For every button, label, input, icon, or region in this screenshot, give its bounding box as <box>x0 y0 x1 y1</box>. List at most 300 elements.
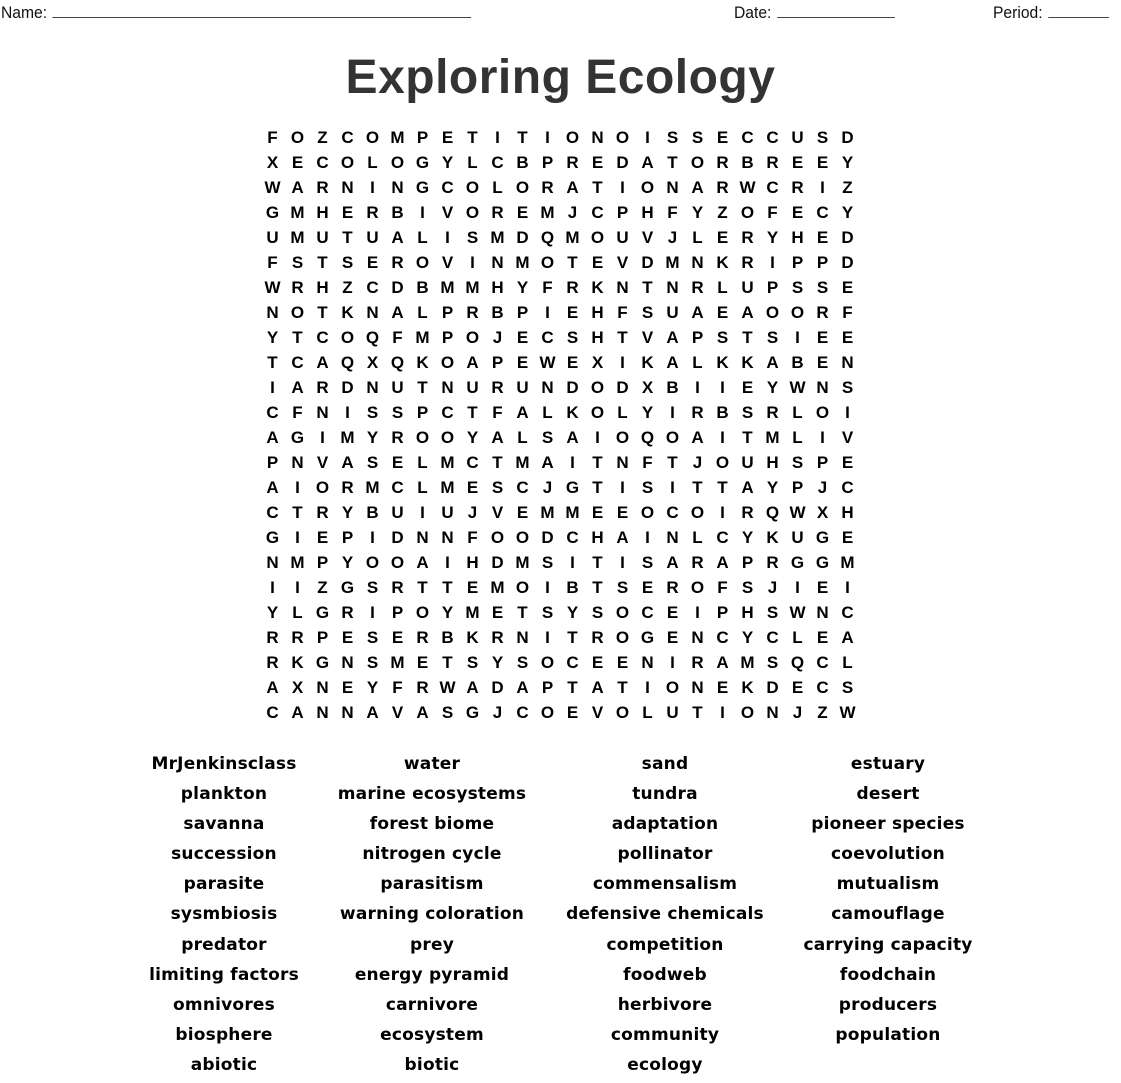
grid-letter[interactable]: Q <box>340 353 355 372</box>
grid-letter[interactable]: V <box>441 253 454 272</box>
grid-letter[interactable]: T <box>717 478 728 497</box>
grid-letter[interactable]: L <box>492 178 503 197</box>
grid-letter[interactable]: R <box>341 478 354 497</box>
grid-letter[interactable]: E <box>316 528 329 547</box>
grid-letter[interactable]: O <box>690 153 705 172</box>
grid-letter[interactable]: Q <box>790 653 805 672</box>
grid-letter[interactable]: L <box>517 428 528 447</box>
grid-letter[interactable]: L <box>792 403 803 422</box>
grid-letter[interactable]: Y <box>341 553 354 572</box>
grid-letter[interactable]: E <box>841 278 854 297</box>
grid-letter[interactable]: O <box>365 128 380 147</box>
grid-letter[interactable]: S <box>341 253 354 272</box>
grid-letter[interactable]: S <box>566 328 579 347</box>
grid-letter[interactable]: T <box>317 303 328 322</box>
grid-letter[interactable]: U <box>516 378 529 397</box>
grid-letter[interactable]: I <box>720 378 725 397</box>
grid-letter[interactable]: O <box>615 428 630 447</box>
grid-letter[interactable]: N <box>641 653 654 672</box>
grid-letter[interactable]: C <box>291 353 304 372</box>
grid-letter[interactable]: E <box>616 653 629 672</box>
grid-letter[interactable]: I <box>795 328 800 347</box>
grid-letter[interactable]: A <box>666 328 679 347</box>
grid-letter[interactable]: T <box>292 503 303 522</box>
grid-letter[interactable]: C <box>716 528 729 547</box>
grid-letter[interactable]: L <box>692 353 703 372</box>
grid-letter[interactable]: O <box>540 703 555 722</box>
grid-letter[interactable]: I <box>545 303 550 322</box>
grid-letter[interactable]: N <box>816 603 829 622</box>
grid-letter[interactable]: B <box>516 153 529 172</box>
grid-letter[interactable]: U <box>441 503 454 522</box>
grid-letter[interactable]: N <box>391 178 404 197</box>
grid-letter[interactable]: R <box>291 628 304 647</box>
grid-letter[interactable]: T <box>692 478 703 497</box>
grid-letter[interactable]: Y <box>741 628 754 647</box>
grid-letter[interactable]: D <box>391 528 404 547</box>
grid-letter[interactable]: A <box>566 178 579 197</box>
grid-letter[interactable]: V <box>491 503 504 522</box>
grid-letter[interactable]: O <box>690 578 705 597</box>
grid-letter[interactable]: A <box>591 678 604 697</box>
grid-letter[interactable]: R <box>566 153 579 172</box>
grid-letter[interactable]: P <box>541 153 554 172</box>
grid-letter[interactable]: A <box>566 428 579 447</box>
grid-letter[interactable]: U <box>666 303 679 322</box>
grid-letter[interactable]: Y <box>641 403 654 422</box>
grid-letter[interactable]: E <box>591 653 604 672</box>
grid-letter[interactable]: I <box>370 603 375 622</box>
grid-letter[interactable]: G <box>415 178 430 197</box>
grid-letter[interactable]: F <box>617 303 628 322</box>
grid-letter[interactable]: U <box>391 503 404 522</box>
grid-letter[interactable]: H <box>466 553 479 572</box>
grid-letter[interactable]: J <box>817 478 828 497</box>
grid-letter[interactable]: T <box>567 253 578 272</box>
grid-letter[interactable]: C <box>641 603 654 622</box>
grid-letter[interactable]: O <box>615 703 630 722</box>
grid-letter[interactable]: I <box>545 578 550 597</box>
grid-letter[interactable]: N <box>316 678 329 697</box>
grid-letter[interactable]: H <box>641 203 654 222</box>
grid-letter[interactable]: C <box>591 203 604 222</box>
grid-letter[interactable]: R <box>741 253 754 272</box>
grid-letter[interactable]: D <box>841 253 854 272</box>
grid-letter[interactable]: A <box>516 403 529 422</box>
grid-letter[interactable]: S <box>291 253 304 272</box>
grid-letter[interactable]: M <box>765 428 780 447</box>
grid-letter[interactable]: I <box>670 403 675 422</box>
grid-letter[interactable]: G <box>265 203 280 222</box>
grid-letter[interactable]: T <box>442 653 453 672</box>
grid-letter[interactable]: Y <box>441 603 454 622</box>
grid-letter[interactable]: N <box>666 528 679 547</box>
grid-letter[interactable]: G <box>815 553 830 572</box>
grid-letter[interactable]: T <box>617 328 628 347</box>
grid-letter[interactable]: P <box>491 353 504 372</box>
grid-letter[interactable]: H <box>591 528 604 547</box>
grid-letter[interactable]: A <box>416 703 429 722</box>
grid-letter[interactable]: C <box>841 603 854 622</box>
grid-letter[interactable]: M <box>490 228 505 247</box>
grid-letter[interactable]: E <box>491 603 504 622</box>
grid-letter[interactable]: C <box>741 128 754 147</box>
grid-letter[interactable]: O <box>765 303 780 322</box>
grid-letter[interactable]: L <box>792 428 803 447</box>
grid-letter[interactable]: C <box>391 478 404 497</box>
grid-letter[interactable]: S <box>366 653 379 672</box>
grid-letter[interactable]: I <box>470 253 475 272</box>
grid-letter[interactable]: N <box>666 178 679 197</box>
grid-letter[interactable]: F <box>542 278 553 297</box>
grid-letter[interactable]: J <box>542 478 553 497</box>
grid-letter[interactable]: E <box>816 228 829 247</box>
grid-letter[interactable]: F <box>842 303 853 322</box>
grid-letter[interactable]: E <box>716 678 729 697</box>
grid-letter[interactable]: F <box>642 453 653 472</box>
grid-letter[interactable]: S <box>816 128 829 147</box>
grid-letter[interactable]: S <box>641 478 654 497</box>
grid-letter[interactable]: G <box>415 153 430 172</box>
grid-letter[interactable]: L <box>692 528 703 547</box>
grid-letter[interactable]: I <box>570 553 575 572</box>
grid-letter[interactable]: H <box>791 228 804 247</box>
grid-letter[interactable]: M <box>465 278 480 297</box>
grid-letter[interactable]: P <box>266 453 279 472</box>
grid-letter[interactable]: T <box>492 453 503 472</box>
grid-letter[interactable]: Y <box>441 153 454 172</box>
grid-letter[interactable]: R <box>341 603 354 622</box>
grid-letter[interactable]: P <box>691 328 704 347</box>
grid-letter[interactable]: B <box>416 278 429 297</box>
grid-letter[interactable]: T <box>417 378 428 397</box>
grid-letter[interactable]: A <box>416 553 429 572</box>
grid-letter[interactable]: D <box>766 678 779 697</box>
grid-letter[interactable]: M <box>840 553 855 572</box>
grid-letter[interactable]: N <box>366 303 379 322</box>
grid-letter[interactable]: R <box>591 628 604 647</box>
grid-letter[interactable]: F <box>717 578 728 597</box>
grid-letter[interactable]: C <box>516 478 529 497</box>
grid-letter[interactable]: A <box>741 478 754 497</box>
grid-letter[interactable]: S <box>366 403 379 422</box>
grid-letter[interactable]: R <box>791 178 804 197</box>
grid-letter[interactable]: C <box>816 653 829 672</box>
grid-letter[interactable]: M <box>340 428 355 447</box>
grid-letter[interactable]: P <box>416 128 429 147</box>
grid-letter[interactable]: S <box>641 303 654 322</box>
grid-letter[interactable]: I <box>345 403 350 422</box>
grid-letter[interactable]: C <box>766 178 779 197</box>
grid-letter[interactable]: S <box>591 603 604 622</box>
grid-letter[interactable]: F <box>392 678 403 697</box>
grid-letter[interactable]: Z <box>717 203 728 222</box>
grid-letter[interactable]: E <box>466 578 479 597</box>
grid-letter[interactable]: V <box>641 228 654 247</box>
grid-letter[interactable]: K <box>741 353 754 372</box>
grid-letter[interactable]: R <box>316 178 329 197</box>
grid-letter[interactable]: A <box>366 703 379 722</box>
grid-letter[interactable]: T <box>617 678 628 697</box>
grid-letter[interactable]: S <box>791 278 804 297</box>
grid-letter[interactable]: P <box>341 528 354 547</box>
grid-letter[interactable]: R <box>766 553 779 572</box>
grid-letter[interactable]: I <box>445 553 450 572</box>
grid-letter[interactable]: M <box>515 453 530 472</box>
grid-letter[interactable]: L <box>642 703 653 722</box>
name-blank-line[interactable] <box>53 3 472 18</box>
grid-letter[interactable]: P <box>716 603 729 622</box>
grid-letter[interactable]: A <box>291 378 304 397</box>
grid-letter[interactable]: C <box>566 653 579 672</box>
grid-letter[interactable]: R <box>816 303 829 322</box>
grid-letter[interactable]: D <box>491 678 504 697</box>
grid-letter[interactable]: K <box>341 303 354 322</box>
grid-letter[interactable]: T <box>592 478 603 497</box>
grid-letter[interactable]: A <box>691 428 704 447</box>
grid-letter[interactable]: I <box>620 478 625 497</box>
grid-letter[interactable]: N <box>691 253 704 272</box>
grid-letter[interactable]: R <box>491 628 504 647</box>
grid-letter[interactable]: W <box>539 353 556 372</box>
grid-letter[interactable]: Q <box>640 428 655 447</box>
grid-letter[interactable]: O <box>390 153 405 172</box>
grid-letter[interactable]: R <box>666 578 679 597</box>
grid-letter[interactable]: O <box>665 428 680 447</box>
grid-letter[interactable]: N <box>316 403 329 422</box>
grid-letter[interactable]: E <box>841 453 854 472</box>
grid-letter[interactable]: N <box>316 703 329 722</box>
grid-letter[interactable]: U <box>391 378 404 397</box>
grid-letter[interactable]: E <box>341 678 354 697</box>
grid-letter[interactable]: O <box>615 128 630 147</box>
grid-letter[interactable]: S <box>466 228 479 247</box>
grid-letter[interactable]: N <box>266 303 279 322</box>
grid-letter[interactable]: L <box>417 228 428 247</box>
grid-letter[interactable]: C <box>316 153 329 172</box>
grid-letter[interactable]: O <box>565 128 580 147</box>
grid-letter[interactable]: Y <box>766 228 779 247</box>
grid-letter[interactable]: N <box>441 378 454 397</box>
grid-letter[interactable]: M <box>440 278 455 297</box>
grid-letter[interactable]: R <box>566 278 579 297</box>
grid-letter[interactable]: S <box>391 403 404 422</box>
grid-letter[interactable]: Y <box>691 203 704 222</box>
grid-letter[interactable]: W <box>739 178 756 197</box>
grid-letter[interactable]: R <box>766 153 779 172</box>
grid-letter[interactable]: M <box>540 503 555 522</box>
grid-letter[interactable]: T <box>667 453 678 472</box>
grid-letter[interactable]: B <box>491 303 504 322</box>
grid-letter[interactable]: N <box>766 703 779 722</box>
grid-letter[interactable]: F <box>292 403 303 422</box>
grid-letter[interactable]: G <box>265 528 280 547</box>
grid-letter[interactable]: T <box>317 253 328 272</box>
grid-letter[interactable]: E <box>791 203 804 222</box>
grid-letter[interactable]: S <box>366 453 379 472</box>
grid-letter[interactable]: J <box>567 203 578 222</box>
grid-letter[interactable]: P <box>316 553 329 572</box>
grid-letter[interactable]: S <box>841 678 854 697</box>
grid-letter[interactable]: R <box>416 628 429 647</box>
grid-letter[interactable]: F <box>267 253 278 272</box>
grid-letter[interactable]: A <box>266 478 279 497</box>
grid-letter[interactable]: M <box>415 328 430 347</box>
grid-letter[interactable]: Y <box>841 153 854 172</box>
grid-letter[interactable]: C <box>516 703 529 722</box>
grid-letter[interactable]: R <box>416 678 429 697</box>
grid-letter[interactable]: I <box>645 678 650 697</box>
grid-letter[interactable]: P <box>741 553 754 572</box>
grid-letter[interactable]: O <box>340 328 355 347</box>
grid-letter[interactable]: E <box>516 203 529 222</box>
grid-letter[interactable]: P <box>816 453 829 472</box>
grid-letter[interactable]: N <box>341 653 354 672</box>
grid-letter[interactable]: C <box>266 703 279 722</box>
grid-letter[interactable]: O <box>515 528 530 547</box>
grid-letter[interactable]: N <box>591 128 604 147</box>
grid-letter[interactable]: A <box>541 453 554 472</box>
grid-letter[interactable]: M <box>565 228 580 247</box>
grid-letter[interactable]: G <box>465 703 480 722</box>
grid-letter[interactable]: Z <box>317 578 328 597</box>
grid-letter[interactable]: S <box>491 478 504 497</box>
grid-letter[interactable]: S <box>716 328 729 347</box>
grid-letter[interactable]: B <box>666 378 679 397</box>
grid-letter[interactable]: D <box>641 253 654 272</box>
grid-letter[interactable]: L <box>292 603 303 622</box>
grid-letter[interactable]: S <box>541 428 554 447</box>
grid-letter[interactable]: U <box>466 378 479 397</box>
grid-letter[interactable]: U <box>741 278 754 297</box>
grid-letter[interactable]: V <box>616 253 629 272</box>
grid-letter[interactable]: U <box>266 228 279 247</box>
grid-letter[interactable]: O <box>365 553 380 572</box>
grid-letter[interactable]: H <box>591 328 604 347</box>
grid-letter[interactable]: P <box>791 478 804 497</box>
grid-letter[interactable]: O <box>315 478 330 497</box>
grid-letter[interactable]: N <box>666 278 679 297</box>
grid-letter[interactable]: E <box>666 628 679 647</box>
period-field[interactable] <box>993 3 1109 23</box>
grid-letter[interactable]: Z <box>817 703 828 722</box>
grid-letter[interactable]: K <box>591 278 604 297</box>
grid-letter[interactable]: C <box>491 153 504 172</box>
grid-letter[interactable]: Z <box>342 278 353 297</box>
grid-letter[interactable]: O <box>540 253 555 272</box>
grid-letter[interactable]: S <box>766 653 779 672</box>
grid-letter[interactable]: I <box>670 478 675 497</box>
grid-letter[interactable]: S <box>691 128 704 147</box>
grid-letter[interactable]: N <box>341 178 354 197</box>
grid-letter[interactable]: C <box>816 678 829 697</box>
grid-letter[interactable]: W <box>264 178 281 197</box>
grid-letter[interactable]: K <box>641 353 654 372</box>
grid-letter[interactable]: S <box>441 703 454 722</box>
grid-letter[interactable]: S <box>766 603 779 622</box>
grid-letter[interactable]: I <box>695 378 700 397</box>
grid-letter[interactable]: N <box>616 453 629 472</box>
grid-letter[interactable]: D <box>841 128 854 147</box>
grid-letter[interactable]: Y <box>566 603 579 622</box>
grid-letter[interactable]: I <box>620 353 625 372</box>
grid-letter[interactable]: V <box>316 453 329 472</box>
grid-letter[interactable]: A <box>316 353 329 372</box>
grid-letter[interactable]: R <box>466 303 479 322</box>
grid-letter[interactable]: C <box>841 478 854 497</box>
grid-letter[interactable]: L <box>542 403 553 422</box>
grid-letter[interactable]: P <box>816 253 829 272</box>
grid-letter[interactable]: I <box>770 253 775 272</box>
grid-letter[interactable]: P <box>541 678 554 697</box>
grid-letter[interactable]: N <box>491 253 504 272</box>
grid-letter[interactable]: Y <box>466 428 479 447</box>
grid-letter[interactable]: I <box>545 128 550 147</box>
grid-letter[interactable]: T <box>592 453 603 472</box>
grid-letter[interactable]: E <box>591 503 604 522</box>
grid-letter[interactable]: O <box>715 453 730 472</box>
name-field[interactable] <box>1 3 471 23</box>
grid-letter[interactable]: M <box>440 478 455 497</box>
grid-letter[interactable]: M <box>565 503 580 522</box>
grid-letter[interactable]: C <box>441 178 454 197</box>
grid-letter[interactable]: J <box>467 503 478 522</box>
grid-letter[interactable]: J <box>492 703 503 722</box>
grid-letter[interactable]: G <box>565 478 580 497</box>
grid-letter[interactable]: I <box>270 378 275 397</box>
grid-letter[interactable]: O <box>515 178 530 197</box>
grid-letter[interactable]: K <box>416 353 429 372</box>
grid-letter[interactable]: U <box>791 128 804 147</box>
grid-letter[interactable]: M <box>515 553 530 572</box>
grid-letter[interactable]: P <box>441 303 454 322</box>
grid-letter[interactable]: A <box>466 353 479 372</box>
grid-letter[interactable]: P <box>766 278 779 297</box>
grid-letter[interactable]: Q <box>765 503 780 522</box>
grid-letter[interactable]: G <box>290 428 305 447</box>
grid-letter[interactable]: H <box>741 603 754 622</box>
grid-letter[interactable]: S <box>541 553 554 572</box>
grid-letter[interactable]: A <box>766 353 779 372</box>
grid-letter[interactable]: H <box>591 303 604 322</box>
grid-letter[interactable]: O <box>490 528 505 547</box>
grid-letter[interactable]: E <box>341 628 354 647</box>
grid-letter[interactable]: N <box>416 528 429 547</box>
grid-letter[interactable]: J <box>767 578 778 597</box>
grid-letter[interactable]: R <box>391 428 404 447</box>
grid-letter[interactable]: A <box>741 303 754 322</box>
grid-letter[interactable]: O <box>440 353 455 372</box>
grid-letter[interactable]: S <box>791 453 804 472</box>
grid-letter[interactable]: J <box>792 703 803 722</box>
grid-letter[interactable]: X <box>816 503 829 522</box>
grid-letter[interactable]: T <box>692 703 703 722</box>
grid-letter[interactable]: B <box>791 353 804 372</box>
grid-letter[interactable]: Y <box>366 428 379 447</box>
grid-letter[interactable]: H <box>316 203 329 222</box>
grid-letter[interactable]: C <box>441 403 454 422</box>
grid-letter[interactable]: O <box>340 153 355 172</box>
grid-letter[interactable]: Y <box>266 603 279 622</box>
grid-letter[interactable]: E <box>391 628 404 647</box>
grid-letter[interactable]: E <box>816 328 829 347</box>
date-field[interactable] <box>734 3 895 23</box>
grid-letter[interactable]: N <box>341 703 354 722</box>
grid-letter[interactable]: Z <box>842 178 853 197</box>
grid-letter[interactable]: R <box>741 503 754 522</box>
grid-letter[interactable]: K <box>766 528 779 547</box>
grid-letter[interactable]: A <box>616 528 629 547</box>
